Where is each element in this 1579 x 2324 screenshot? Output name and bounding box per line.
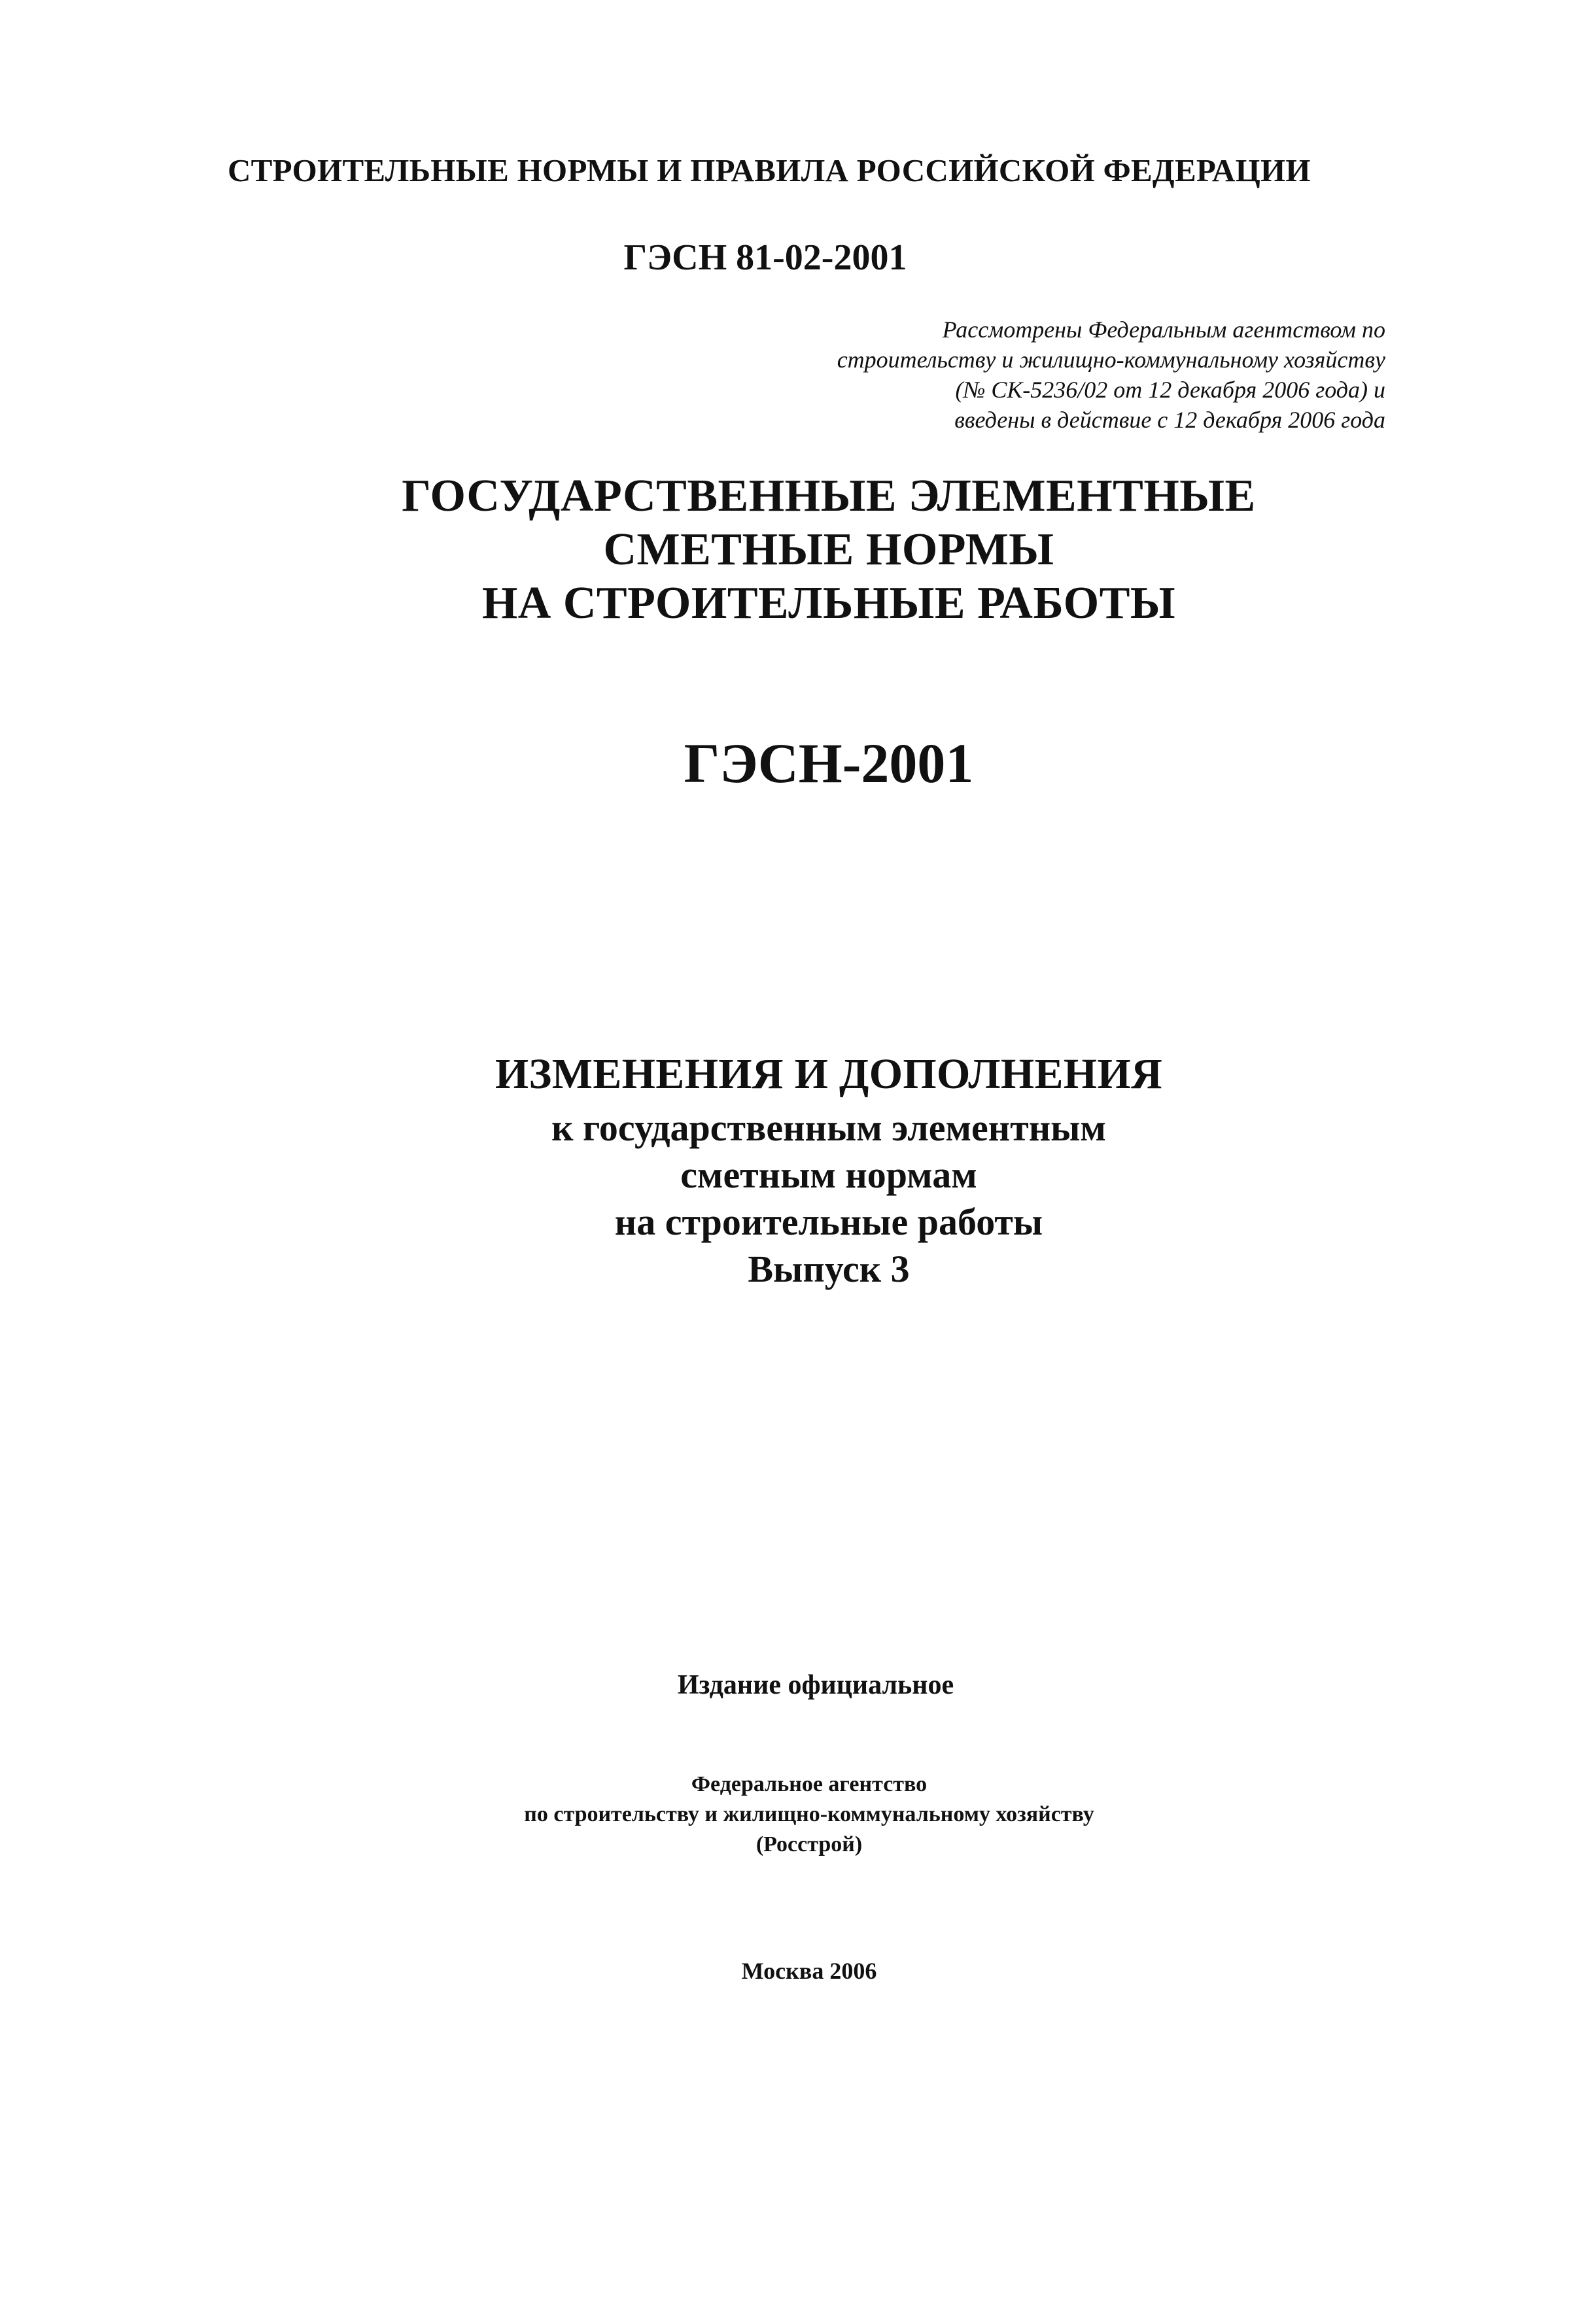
- main-title-line: НА СТРОИТЕЛЬНЫЕ РАБОТЫ: [481, 578, 1176, 628]
- changes-subtitle-line: на строительные работы: [614, 1201, 1043, 1243]
- approval-note-line: строительству и жилищно-коммунальному хозяйству: [837, 347, 1385, 373]
- approval-note-line: введены в действие с 12 декабря 2006 года: [954, 407, 1385, 433]
- approval-note-line: (№ СК-5236/02 от 12 декабря 2006 года) и: [955, 377, 1385, 403]
- approval-note-line: Рассмотрены Федеральным агентством по: [942, 316, 1385, 343]
- issue-number: Выпуск 3: [748, 1248, 910, 1290]
- publisher-line: Федеральное агентство: [691, 1772, 928, 1796]
- changes-subtitle-line: к государственным элементным: [551, 1106, 1106, 1149]
- changes-heading: ИЗМЕНЕНИЯ И ДОПОЛНЕНИЯ: [495, 1050, 1163, 1098]
- edition-label: Издание официальное: [677, 1670, 954, 1700]
- city-year: Москва 2006: [741, 1958, 877, 1984]
- changes-subtitle-line: сметным нормам: [680, 1153, 977, 1196]
- document-code: ГЭСН 81-02-2001: [623, 237, 907, 278]
- main-title-line: СМЕТНЫЕ НОРМЫ: [603, 524, 1054, 575]
- publisher-line: по строительству и жилищно-коммунальному хозяйству: [524, 1802, 1094, 1826]
- header-authority: СТРОИТЕЛЬНЫЕ НОРМЫ И ПРАВИЛА РОССИЙСКОЙ ФЕДЕРАЦИИ: [228, 152, 1311, 188]
- main-title-line: ГОСУДАРСТВЕННЫЕ ЭЛЕМЕНТНЫЕ: [402, 471, 1256, 521]
- publisher-line: (Росстрой): [755, 1832, 863, 1856]
- short-document-code: ГЭСН-2001: [684, 732, 974, 795]
